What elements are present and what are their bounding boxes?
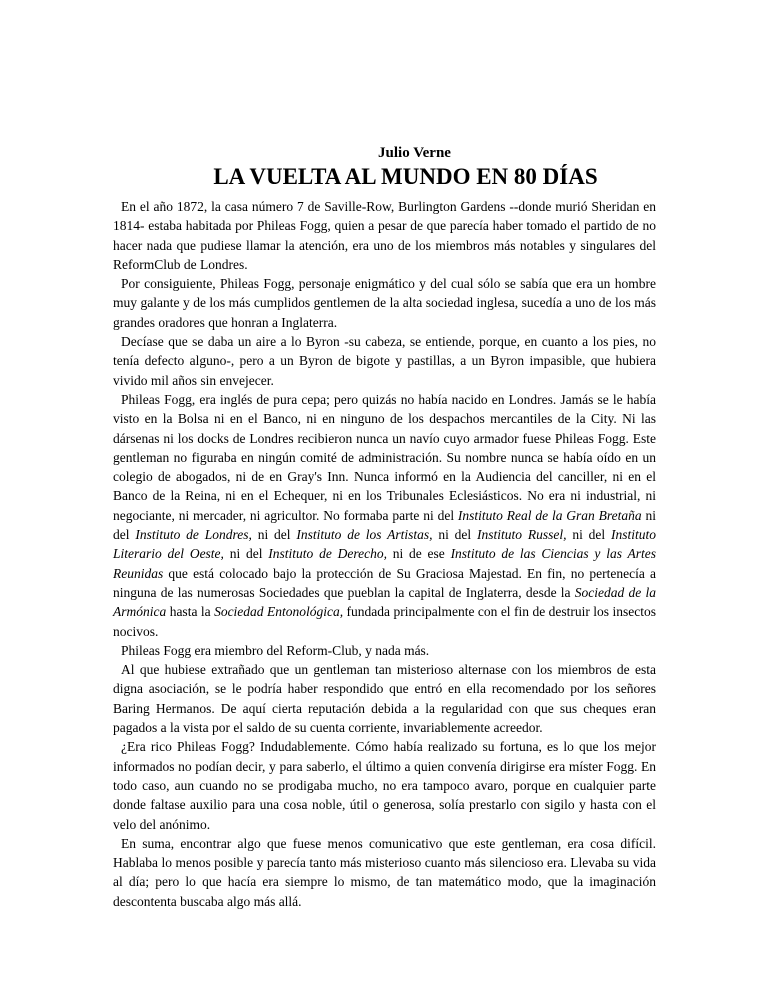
paragraph [113,737,656,833]
paragraph [113,641,656,660]
body-text [113,197,656,911]
paragraph [113,274,656,332]
paragraph [113,197,656,274]
text-run: ni del [251,527,297,543]
text-run: ni de ese [386,546,451,562]
text-run: hasta la [166,604,215,620]
text-run: ¿Era rico Phileas Fogg? Indudablemente. Cómo había realizado su fortuna, es lo que los mejor informados no podían decir, y para saberlo, el último a quien convenía dirigirse era míster Fogg. En todo caso, aun cuando no se prodigaba mucho, no era tampoco avaro, porque en cualquier parte donde faltase auxilio para una cosa noble, útil o generosa, solía prestarlo con sigilo y hasta con el velo del anónimo. [113,739,656,832]
text-run: ni del [113,507,656,543]
paragraph [113,660,656,737]
text-run: Por consiguiente, Phileas Fogg, personaje enigmático y del cual sólo se sabía que era un hombre muy galante y de los más cumplidos gentlemen de la alta sociedad inglesa, sucedía a uno de los más grandes oradores que honran a Inglaterra. [113,276,656,330]
paragraph [113,390,656,641]
italic-text-run: Sociedad Entonológica, [214,604,344,620]
italic-text-run: Instituto Real de la Gran Bretaña [457,507,642,523]
paragraph [113,332,656,390]
italic-text-run: Instituto de Derecho, [268,546,387,562]
text-run: ni del [432,527,478,543]
text-run: En suma, encontrar algo que fuese menos comunicativo que este gentleman, era cosa difícil. Hablaba lo menos posible y parecía tanto más misterioso cuanto más silencioso era. Llevaba su vida al día; pero lo que hacía era siempre lo mismo, de tan matemático modo, que la imaginación descontenta buscaba algo más allá. [113,835,656,909]
italic-text-run: Instituto Russel, [477,527,567,543]
italic-text-run: Instituto Literario del Oeste, [113,527,656,562]
book-title: LA VUELTA AL MUNDO EN 80 DÍAS [213,164,598,189]
italic-text-run: Instituto de Londres, [135,527,252,543]
text-run: que está colocado bajo la protección de Su Graciosa Majestad. En fin, no pertenecía a ninguna de las numerosas Sociedades que pueblan la capital de Inglaterra, desde la [113,565,656,600]
text-run: ni del [223,546,269,562]
text-run: Phileas Fogg era miembro del Reform-Club, y nada más. [121,642,430,658]
author-name: Julio Verne [378,145,451,161]
italic-text-run: Sociedad de la Armónica [113,584,656,620]
italic-text-run: Instituto de las Ciencias y las Artes Reunidas [113,546,656,581]
text-run: Phileas Fogg, era inglés de pura cepa; pero quizás no había nacido en Londres. Jamás se le había visto en la Bolsa ni en el Banco, ni en ninguno de los despachos mercantiles de la City. Ni las dársenas ni los docks de Londres recibieron nunca un navío cuyo armador fuese Phileas Fogg. Este gentleman no figuraba en ningún comité de administración. Su nombre nunca se había oído en un colegio de abogados, ni de en Gray's Inn. Nunca informó en la Audiencia del canciller, ni en el Banco de la Reina, ni en el Echequer, ni en los Tribunales Eclesiásticos. No era ni industrial, ni negociante, ni mercader, ni agricultor. No formaba parte ni del [113,391,656,523]
document-page [113,143,656,911]
text-run: fundada principalmente con el fin de destruir los insectos nocivos. [113,604,656,639]
italic-text-run: Instituto de los Artistas, [296,527,433,543]
paragraph [113,834,656,911]
text-run: Decíase que se daba un aire a lo Byron -su cabeza, se entiende, porque, en cuanto a los pies, no tenía defecto alguno-, pero a un Byron de bigote y pastillas, a un Byron impasible, que hubiera vivido mil años sin envejecer. [113,334,656,388]
text-run: Al que hubiese extrañado que un gentleman tan misterioso alternase con los miembros de esta digna asociación, se le podría haber respondido que entró en ella recomendado por los señores Baring Hermanos. De aquí cierta reputación debida a la regularidad con que sus cheques eran pagados a la vista por el saldo de su cuenta corriente, invariablemente acreedor. [113,662,656,736]
text-run: En el año 1872, la casa número 7 de Saville-Row, Burlington Gardens --donde murió Sheridan en 1814- estaba habitada por Phileas Fogg, quien a pesar de que parecía haber tomado el partido de no hacer nada que pudiese llamar la atención, era uno de los miembros más notables y singulares del ReformClub de Londres. [113,199,656,272]
text-run: ni del [566,527,611,543]
